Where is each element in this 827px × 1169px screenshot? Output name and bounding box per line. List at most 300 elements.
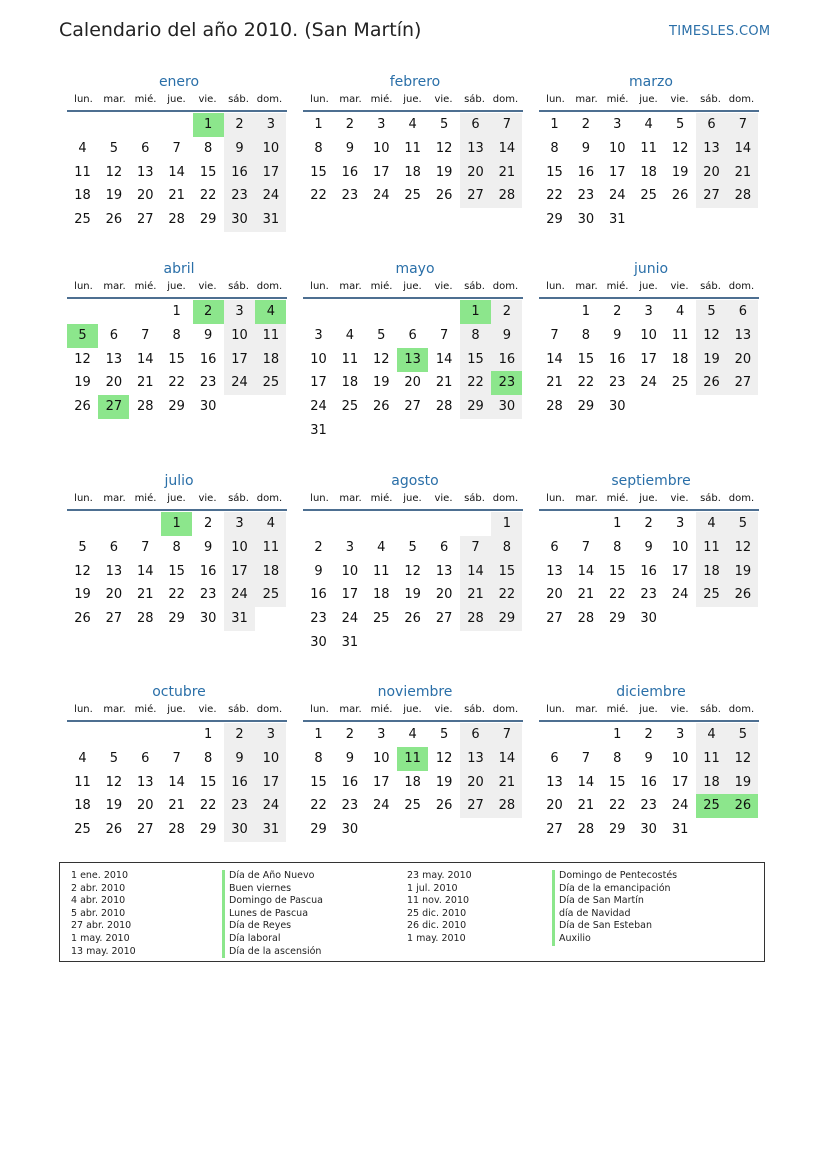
day-cell: 29: [199, 822, 217, 838]
day-cell: 3: [675, 727, 685, 742]
weekday-label: dom.: [256, 493, 283, 504]
day-cell: 13: [137, 164, 154, 180]
day-cell: 8: [491, 536, 522, 560]
day-cell: 19: [373, 375, 390, 391]
day-cell: 10: [609, 140, 626, 156]
weekday-label: jue.: [403, 281, 422, 292]
day-cell: 2: [224, 723, 255, 747]
day-cell: 5: [109, 140, 119, 156]
day-cell: 22: [199, 188, 217, 204]
day-cell: 23: [577, 188, 595, 204]
day-cell: 10: [224, 324, 255, 348]
day-cell: 2: [491, 300, 522, 324]
weekday-header: [303, 702, 525, 718]
day-cell: 14: [460, 560, 491, 584]
weekday-header: [539, 92, 761, 108]
day-cell: 25: [696, 583, 727, 607]
weekday-label: vie.: [670, 704, 689, 715]
day-cell: 29: [577, 399, 595, 415]
weekday-label: jue.: [403, 94, 422, 105]
weekday-label: jue.: [403, 493, 422, 504]
weekday-label: mar.: [103, 704, 126, 715]
day-cell: 6: [141, 140, 150, 156]
legend-entry: 23 may. 2010: [407, 870, 472, 881]
day-cell: 28: [137, 611, 154, 627]
legend-entry: 1 may. 2010: [407, 932, 466, 944]
month-name: junio: [633, 261, 669, 277]
day-cell: 15: [168, 351, 185, 367]
weekday-label: lun.: [310, 281, 329, 292]
day-cell: 6: [109, 539, 119, 555]
legend-entry: Día de la emancipación: [559, 882, 671, 894]
day-cell: 26: [74, 399, 91, 415]
day-cell: 16: [199, 563, 217, 579]
day-cell: 15: [577, 351, 595, 367]
weekday-label: dom.: [492, 281, 519, 292]
day-cell: 11: [74, 774, 91, 790]
day-cell: 31: [671, 822, 689, 838]
day-cell: 1: [193, 113, 224, 137]
day-cell: 24: [310, 399, 327, 415]
day-cell: 7: [172, 140, 181, 156]
weekday-label: jue.: [639, 493, 658, 504]
day-cell: 2: [644, 516, 653, 531]
month-octubre: [67, 683, 289, 843]
day-cell: 12: [74, 563, 91, 579]
weekday-label: jue.: [167, 94, 186, 105]
weekday-label: mar.: [339, 704, 362, 715]
day-cell: 17: [671, 774, 689, 790]
day-cell: 14: [577, 774, 595, 790]
day-cell: 28: [168, 822, 185, 838]
day-cell: 15: [609, 774, 626, 790]
day-cell: 6: [727, 300, 758, 324]
day-cell: 1: [314, 727, 323, 742]
day-cell: 15: [609, 563, 626, 579]
day-cell: 22: [168, 375, 185, 391]
day-cell: 13: [460, 747, 491, 771]
day-cell: 22: [609, 587, 626, 603]
day-cell: 21: [491, 161, 522, 185]
day-cell: 4: [377, 539, 386, 555]
day-cell: 30: [491, 395, 522, 419]
day-cell: 8: [613, 539, 622, 555]
legend-entry: 5 abr. 2010: [71, 907, 126, 919]
day-cell: 2: [613, 304, 622, 319]
header-rule: [539, 110, 759, 112]
month-name: marzo: [629, 74, 673, 90]
day-cell: 10: [640, 327, 657, 343]
day-cell: 1: [550, 117, 559, 132]
day-cell: 9: [491, 324, 522, 348]
legend-entry: Buen viernes: [229, 882, 292, 894]
day-cell: 9: [224, 137, 255, 161]
day-cell: 19: [105, 188, 123, 204]
day-cell: 21: [460, 583, 491, 607]
day-cell: 13: [546, 774, 563, 790]
day-cell: 2: [224, 113, 255, 137]
day-cell: 10: [224, 536, 255, 560]
day-cell: 9: [644, 750, 653, 766]
day-cell: 26: [404, 611, 421, 627]
day-cell: 18: [404, 774, 421, 790]
day-cell: 8: [550, 140, 559, 156]
day-cell: 6: [109, 327, 119, 343]
day-cell: 15: [199, 774, 217, 790]
weekday-label: jue.: [167, 493, 186, 504]
day-cell: 30: [199, 611, 217, 627]
weekday-label: vie.: [198, 281, 217, 292]
header-rule: [67, 720, 287, 722]
header-rule: [539, 297, 759, 299]
day-cell: 31: [341, 635, 359, 650]
weekday-label: mar.: [575, 493, 598, 504]
weekday-label: dom.: [728, 94, 755, 105]
day-cell: 24: [609, 188, 626, 204]
weekday-label: mié.: [134, 281, 157, 292]
day-cell: 13: [696, 137, 727, 161]
day-cell: 7: [550, 327, 559, 343]
day-cell: 1: [460, 300, 491, 324]
day-cell: 31: [255, 818, 286, 842]
day-cell: 11: [255, 324, 286, 348]
day-cell: 15: [460, 348, 491, 372]
day-cell: 23: [640, 587, 657, 603]
day-cell: 4: [644, 117, 653, 132]
day-cell: 13: [137, 774, 154, 790]
day-cell: 3: [644, 304, 653, 319]
month-mayo: [303, 260, 525, 444]
day-cell: 11: [640, 140, 657, 156]
month-name: enero: [158, 74, 200, 90]
day-cell: 16: [341, 164, 359, 180]
day-cell: 2: [581, 117, 591, 132]
day-cell: 25: [404, 798, 421, 814]
day-cell: 23: [310, 611, 327, 627]
day-cell: 25: [696, 794, 727, 818]
day-cell: 16: [224, 161, 255, 185]
day-cell: 25: [404, 188, 421, 204]
day-cell: 18: [255, 560, 286, 584]
day-cell: 30: [609, 399, 626, 415]
day-cell: 30: [577, 212, 595, 228]
day-cell: 8: [460, 324, 491, 348]
day-cell: 2: [644, 727, 653, 742]
month-name: agosto: [391, 473, 439, 489]
day-cell: 18: [696, 771, 727, 795]
day-grid: [67, 723, 287, 843]
day-cell: 13: [105, 351, 123, 367]
day-grid: [303, 300, 523, 444]
day-cell: 14: [168, 774, 185, 790]
day-cell: 4: [408, 117, 417, 132]
day-cell: 25: [671, 375, 689, 391]
legend-entry: 13 may. 2010: [71, 945, 136, 957]
day-cell: 1: [161, 512, 192, 536]
day-cell: 12: [727, 747, 758, 771]
day-cell: 20: [137, 188, 154, 204]
day-cell: 29: [491, 607, 522, 631]
day-cell: 26: [727, 583, 758, 607]
day-cell: 16: [640, 563, 657, 579]
day-cell: 26: [105, 212, 123, 228]
weekday-label: lun.: [310, 94, 329, 105]
legend-entry: 27 abr. 2010: [71, 920, 132, 932]
month-name: septiembre: [611, 473, 691, 489]
weekday-label: dom.: [492, 493, 519, 504]
weekday-label: sáb.: [700, 281, 721, 292]
weekday-label: mié.: [606, 493, 629, 504]
day-cell: 5: [727, 723, 758, 747]
day-cell: 28: [577, 822, 595, 838]
day-cell: 11: [255, 536, 286, 560]
day-cell: 17: [373, 164, 390, 180]
day-cell: 13: [460, 137, 491, 161]
legend-entry: Día de Reyes: [229, 920, 292, 932]
day-cell: 14: [577, 563, 595, 579]
day-cell: 17: [609, 164, 626, 180]
legend-entry: día de Navidad: [559, 907, 631, 919]
day-cell: 20: [137, 798, 154, 814]
weekday-label: dom.: [728, 704, 755, 715]
day-grid: [67, 300, 287, 420]
day-cell: 11: [696, 536, 727, 560]
day-cell: 7: [141, 327, 150, 343]
weekday-label: sáb.: [228, 281, 249, 292]
day-cell: 15: [310, 774, 327, 790]
day-cell: 30: [640, 822, 657, 838]
day-cell: 3: [255, 723, 286, 747]
day-cell: 6: [550, 539, 559, 555]
day-cell: 8: [172, 539, 181, 555]
weekday-label: lun.: [74, 704, 93, 715]
weekday-label: mar.: [575, 281, 598, 292]
header-rule: [539, 509, 759, 511]
day-cell: 23: [609, 375, 626, 391]
day-cell: 18: [74, 188, 91, 204]
day-cell: 17: [671, 563, 689, 579]
day-cell: 26: [435, 188, 453, 204]
day-cell: 24: [341, 611, 359, 627]
day-grid: [303, 723, 523, 843]
day-cell: 12: [373, 351, 390, 367]
day-cell: 14: [137, 563, 154, 579]
day-cell: 21: [727, 161, 758, 185]
weekday-label: vie.: [198, 493, 217, 504]
day-cell: 14: [491, 747, 522, 771]
day-cell: 27: [460, 794, 491, 818]
day-cell: 11: [671, 327, 689, 343]
header-rule: [67, 110, 287, 112]
weekday-label: lun.: [310, 704, 329, 715]
day-cell: 25: [255, 583, 286, 607]
day-cell: 5: [675, 117, 685, 132]
weekday-label: sáb.: [464, 94, 485, 105]
day-cell: 27: [546, 611, 563, 627]
day-grid: [539, 113, 759, 233]
day-cell: 19: [435, 164, 453, 180]
weekday-label: jue.: [403, 704, 422, 715]
weekday-label: vie.: [434, 94, 453, 105]
day-cell: 3: [224, 512, 255, 536]
day-cell: 7: [491, 723, 522, 747]
day-cell: 7: [460, 536, 491, 560]
weekday-header: [539, 279, 761, 295]
weekday-label: mié.: [370, 704, 393, 715]
day-cell: 14: [727, 137, 758, 161]
day-cell: 21: [137, 375, 154, 391]
header-rule: [539, 720, 759, 722]
day-cell: 15: [310, 164, 327, 180]
month-name: diciembre: [616, 684, 686, 700]
day-cell: 2: [193, 300, 224, 324]
day-cell: 26: [373, 399, 390, 415]
weekday-label: mié.: [370, 281, 393, 292]
day-cell: 4: [408, 727, 417, 742]
day-cell: 20: [460, 161, 491, 185]
month-julio: [67, 472, 289, 632]
day-cell: 30: [310, 635, 327, 650]
day-cell: 3: [224, 300, 255, 324]
day-cell: 30: [199, 399, 217, 415]
legend-names-col1: [222, 870, 323, 958]
month-agosto: [303, 472, 525, 656]
day-cell: 30: [224, 208, 255, 232]
day-cell: 13: [435, 563, 453, 579]
day-cell: 28: [577, 611, 595, 627]
day-cell: 3: [377, 727, 386, 742]
day-cell: 22: [310, 188, 327, 204]
day-cell: 6: [408, 327, 417, 343]
weekday-label: sáb.: [700, 94, 721, 105]
weekday-label: mié.: [606, 94, 629, 105]
day-cell: 21: [137, 587, 154, 603]
day-cell: 24: [224, 583, 255, 607]
weekday-label: vie.: [198, 94, 217, 105]
day-cell: 22: [310, 798, 327, 814]
day-cell: 27: [98, 395, 129, 419]
day-cell: 29: [310, 822, 327, 838]
day-cell: 24: [640, 375, 657, 391]
day-cell: 14: [137, 351, 154, 367]
weekday-label: dom.: [728, 281, 755, 292]
weekday-label: lun.: [546, 704, 565, 715]
day-cell: 7: [581, 539, 591, 555]
day-cell: 24: [373, 188, 390, 204]
day-cell: 24: [671, 587, 689, 603]
day-cell: 8: [314, 140, 323, 156]
weekday-label: mar.: [339, 94, 362, 105]
weekday-label: vie.: [434, 704, 453, 715]
day-cell: 13: [397, 348, 428, 372]
day-cell: 31: [609, 212, 626, 228]
weekday-label: vie.: [670, 94, 689, 105]
day-cell: 31: [224, 607, 255, 631]
day-cell: 12: [696, 324, 727, 348]
day-cell: 31: [310, 423, 327, 438]
day-cell: 9: [314, 563, 323, 579]
day-cell: 29: [199, 212, 217, 228]
day-cell: 21: [168, 188, 185, 204]
weekday-label: sáb.: [228, 94, 249, 105]
month-septiembre: [539, 472, 761, 632]
header-rule: [67, 297, 287, 299]
weekday-label: dom.: [256, 704, 283, 715]
legend-entry: Día de San Martín: [559, 895, 644, 907]
month-febrero: [303, 73, 525, 209]
day-cell: 3: [377, 117, 386, 132]
day-cell: 20: [727, 348, 758, 372]
day-cell: 6: [550, 750, 559, 766]
day-cell: 3: [255, 113, 286, 137]
weekday-label: jue.: [639, 704, 658, 715]
weekday-header: [67, 702, 289, 718]
day-cell: 18: [404, 164, 421, 180]
day-cell: 16: [577, 164, 595, 180]
weekday-header: [303, 279, 525, 295]
day-cell: 24: [255, 794, 286, 818]
weekday-label: vie.: [670, 493, 689, 504]
day-cell: 2: [203, 516, 213, 531]
day-cell: 27: [137, 212, 154, 228]
day-cell: 7: [172, 750, 181, 766]
day-cell: 15: [546, 164, 563, 180]
day-cell: 22: [199, 798, 217, 814]
weekday-label: sáb.: [464, 281, 485, 292]
day-cell: 4: [78, 750, 87, 766]
day-cell: 22: [491, 583, 522, 607]
weekday-label: mié.: [134, 493, 157, 504]
day-cell: 12: [727, 536, 758, 560]
month-marzo: [539, 73, 761, 233]
weekday-label: mié.: [370, 94, 393, 105]
day-cell: 20: [435, 587, 453, 603]
header-rule: [303, 110, 523, 112]
day-cell: 8: [613, 750, 622, 766]
day-cell: 25: [341, 399, 359, 415]
header-rule: [303, 297, 523, 299]
month-noviembre: [303, 683, 525, 843]
day-cell: 4: [78, 140, 87, 156]
day-cell: 22: [546, 188, 563, 204]
day-cell: 27: [435, 611, 453, 627]
day-cell: 19: [74, 375, 91, 391]
day-cell: 18: [640, 164, 657, 180]
day-cell: 12: [105, 164, 123, 180]
day-cell: 16: [640, 774, 657, 790]
day-cell: 23: [224, 184, 255, 208]
day-cell: 14: [546, 351, 563, 367]
day-cell: 27: [460, 184, 491, 208]
day-cell: 1: [581, 304, 591, 319]
month-abril: [67, 260, 289, 420]
legend-entry: Día de San Esteban: [559, 920, 652, 932]
day-cell: 16: [491, 348, 522, 372]
day-cell: 6: [460, 723, 491, 747]
day-cell: 7: [727, 113, 758, 137]
legend-entry: Día de Año Nuevo: [229, 870, 315, 881]
legend-entry: Domingo de Pentecostés: [559, 870, 678, 881]
day-cell: 14: [168, 164, 185, 180]
day-cell: 20: [546, 798, 563, 814]
day-cell: 9: [613, 327, 622, 343]
day-cell: 16: [224, 771, 255, 795]
day-cell: 8: [172, 327, 181, 343]
month-name: mayo: [395, 261, 435, 277]
site-link[interactable]: TIMESLES.COM: [669, 24, 771, 39]
day-cell: 25: [74, 822, 91, 838]
day-cell: 3: [345, 539, 355, 555]
